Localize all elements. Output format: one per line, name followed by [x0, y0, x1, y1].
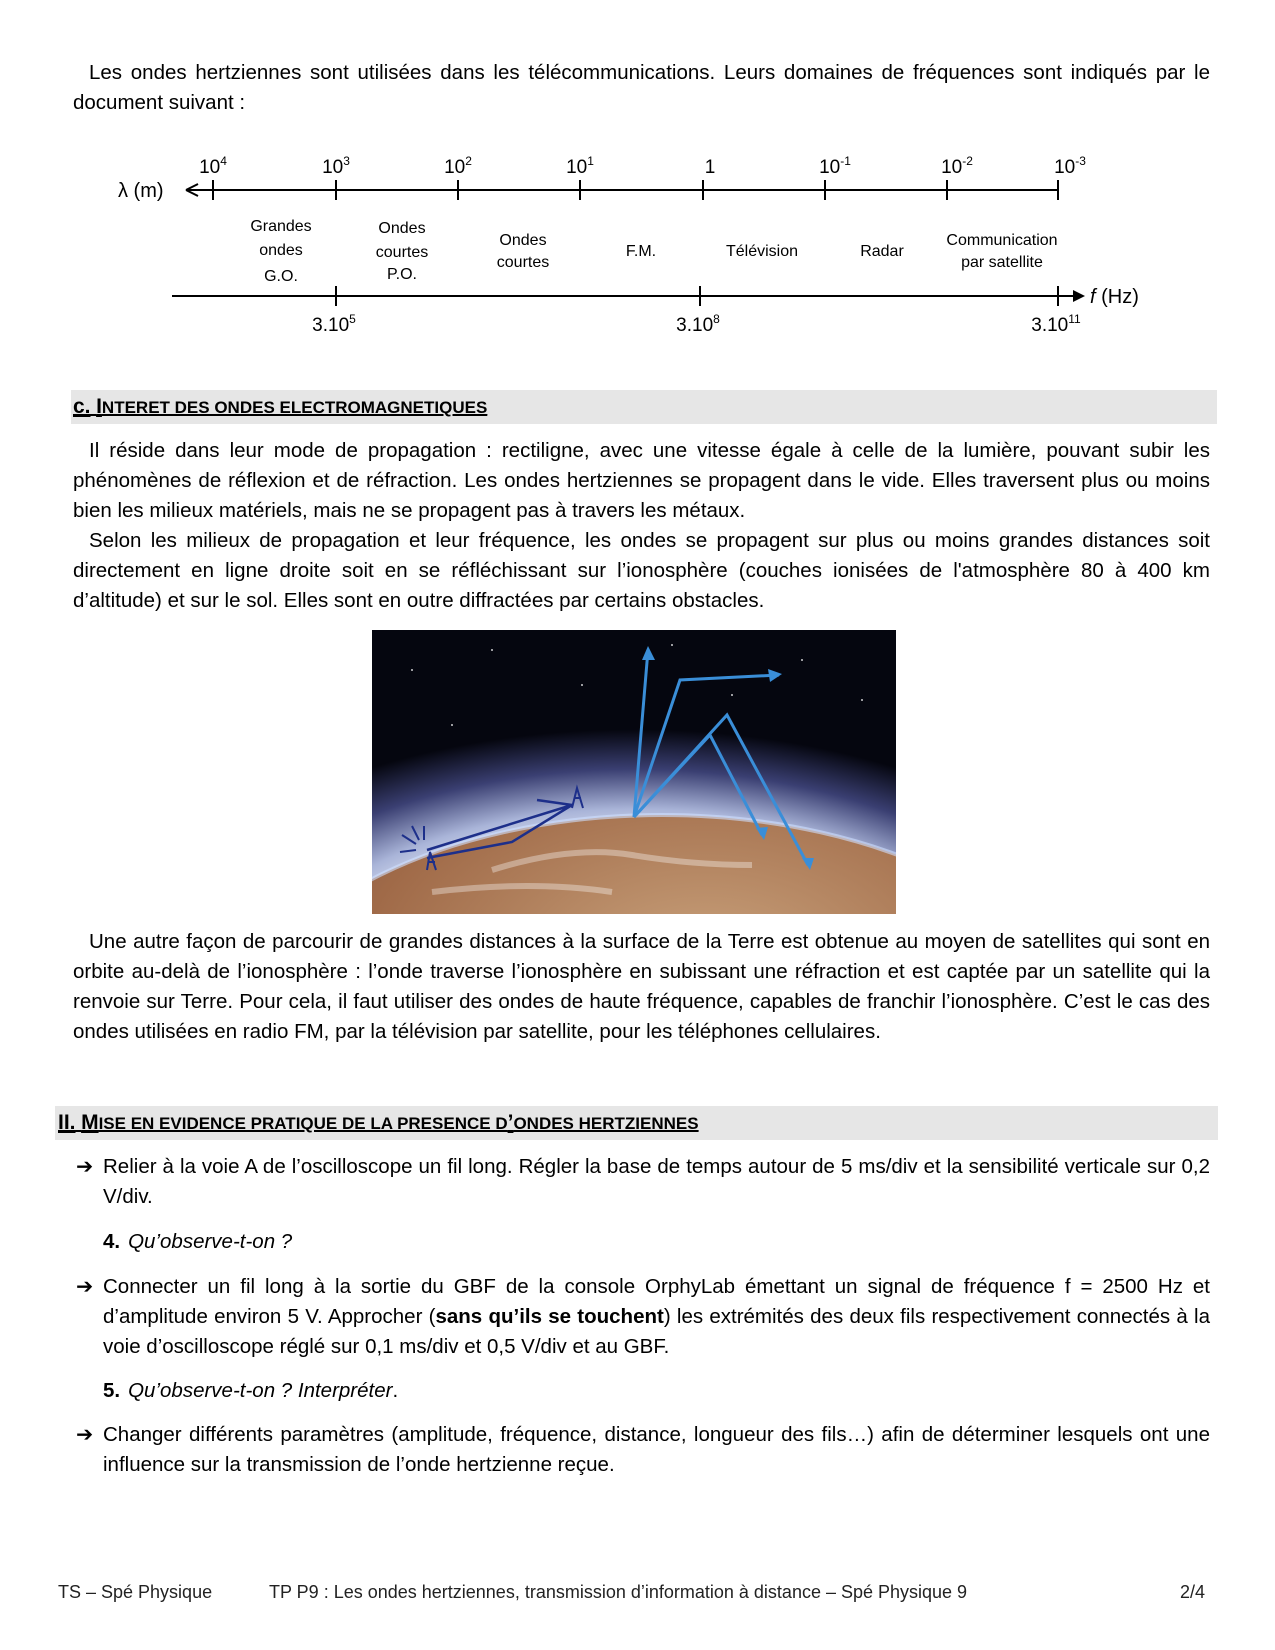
- frequency-scale-diagram: [110, 140, 1170, 350]
- arrow-icon: ➔: [76, 1275, 94, 1298]
- earth-ionosphere-illustration: [372, 630, 896, 914]
- domain-label-go: G.O.: [264, 268, 298, 285]
- domain-label-go: ondes: [259, 242, 303, 259]
- domain-label-po: courtes: [375, 244, 429, 261]
- footer-left: TS – Spé Physique: [58, 1582, 213, 1602]
- section-c-title: c. INTERET DES ONDES ELECTROMAGNETIQUES: [73, 395, 488, 418]
- frequency-tick-label: 3.10$^{11}$: [1031, 312, 1081, 336]
- lambda-tick-label: $10^4$: [199, 154, 227, 178]
- lambda-tick-label: $10^1$: [566, 154, 594, 178]
- domain-label-po: P.O.: [387, 266, 417, 283]
- question-number: 4.: [103, 1230, 121, 1253]
- satellite-paragraph: Une autre façon de parcourir de grandes distances à la surface de la Terre est obtenue au moyen de satellites qui sont en orbite au-delà de l’ionosphère : l’onde traverse l’ionosphère en subissant une réfraction et est captée par un satellite qui la renvoie sur Terre. Pour cela, il faut utiliser des ondes de haute fréquence, capables de franchir l’ionosphère. C’est le cas des ondes utilisées en radio FM, par la télévision par satellite, pour les téléphones cellulaires.: [73, 930, 1210, 1043]
- instruction-item: [76, 1420, 1210, 1480]
- ionosphere-paragraph: Selon les milieux de propagation et leur fréquence, les ondes se propagent sur plus ou moins grandes distances soit directement en ligne droite soit en se réfléchissant sur l’ionosphère (couches ionisées de l'atmosphère 80 à 400 km d’altitude) et sur le sol. Elles sont en outre diffractées par certains obstacles.: [73, 529, 1210, 612]
- domain-label-radar: Radar: [860, 243, 904, 260]
- section-ii-heading: [55, 1106, 1218, 1140]
- lambda-tick-labels: [199, 154, 1086, 178]
- domain-label-fm: F.M.: [625, 243, 657, 260]
- instruction-text: Changer différents paramètres (amplitude, fréquence, distance, longueur des fils…) afin de déterminer lesquels ont une influence sur la transmission de l’onde hertzienne reçue.: [103, 1423, 1210, 1476]
- domain-label-satellite: Communication: [946, 232, 1058, 249]
- domain-label-oc: courtes: [496, 254, 550, 271]
- lambda-tick-label: $10^{-1}$: [819, 154, 851, 178]
- question-4: [103, 1227, 292, 1257]
- question-text: Qu’observe-t-on ? Interpréter: [128, 1379, 393, 1402]
- lambda-tick-label: $10^{-2}$: [941, 154, 973, 178]
- domain-label-oc: Ondes: [499, 232, 547, 249]
- lambda-tick-label: $10^2$: [444, 154, 472, 178]
- question-text: Qu’observe-t-on ?: [128, 1230, 293, 1253]
- arrow-icon: ➔: [76, 1155, 94, 1178]
- domain-label-television: Télévision: [725, 243, 799, 260]
- frequency-tick-labels: [312, 312, 1081, 336]
- lambda-axis-label: λ (m): [118, 180, 164, 202]
- question-number: 5.: [103, 1379, 121, 1402]
- instruction-text: Relier à la voie A de l’oscilloscope un fil long. Régler la base de temps autour de 5 ms/div et la sensibilité verticale sur 0,2 V/div.: [103, 1155, 1210, 1208]
- arrow-icon: ➔: [76, 1423, 94, 1446]
- emphasis-text: sans qu’ils se touchent: [435, 1305, 664, 1328]
- domain-labels: [250, 218, 1057, 285]
- question-5: 5. Qu’observe-t-on ? Interpréter.: [103, 1379, 399, 1402]
- frequency-axis-label: f (Hz): [1090, 286, 1139, 308]
- lambda-tick-label: 1: [704, 157, 716, 178]
- lambda-tick-label: $10^{-3}$: [1054, 154, 1086, 178]
- instruction-text: Connecter un fil long à la sortie du GBF de la console OrphyLab émettant un signal de fréquence f = 2500 Hz et d’amplitude environ 5 V. Approcher (sans qu’ils se touchent) les extrémités des deux fils respectivement connectés à la voie d’oscilloscope réglé sur 0,1 ms/div et 0,5 V/div et au GBF.: [103, 1275, 1210, 1358]
- frequency-tick-label: 3.10$^5$: [312, 312, 356, 336]
- domain-label-satellite: par satellite: [961, 254, 1043, 271]
- domain-label-po: Ondes: [378, 220, 426, 237]
- domain-label-go: Grandes: [250, 218, 312, 235]
- lambda-tick-label: $10^3$: [322, 154, 350, 178]
- instruction-item: [76, 1272, 1210, 1362]
- page-number: 2/4: [1180, 1582, 1206, 1602]
- section-c-heading: [71, 390, 1217, 424]
- footer-title: TP P9 : Les ondes hertziennes, transmission d’information à distance – Spé Physique 9: [269, 1582, 968, 1602]
- section-ii-title: II. MISE EN EVIDENCE PRATIQUE DE LA PRESENCE D’ONDES HERTZIENNES: [58, 1111, 699, 1134]
- propagation-paragraph: Il réside dans leur mode de propagation : rectiligne, avec une vitesse égale à celle de la lumière, pouvant subir les phénomènes de réflexion et de réfraction. Les ondes hertziennes se propagent dans le vide. Elles traversent plus ou moins bien les milieux matériels, mais ne se propagent pas à travers les métaux.: [73, 439, 1210, 522]
- intro-paragraph: Les ondes hertziennes sont utilisées dans les télécommunications. Leurs domaines de fréquences sont indiqués par le document suivant :: [73, 61, 1210, 114]
- frequency-axis-arrow: [1073, 290, 1085, 302]
- frequency-tick-label: 3.10$^8$: [676, 312, 720, 336]
- instruction-item: [76, 1152, 1210, 1212]
